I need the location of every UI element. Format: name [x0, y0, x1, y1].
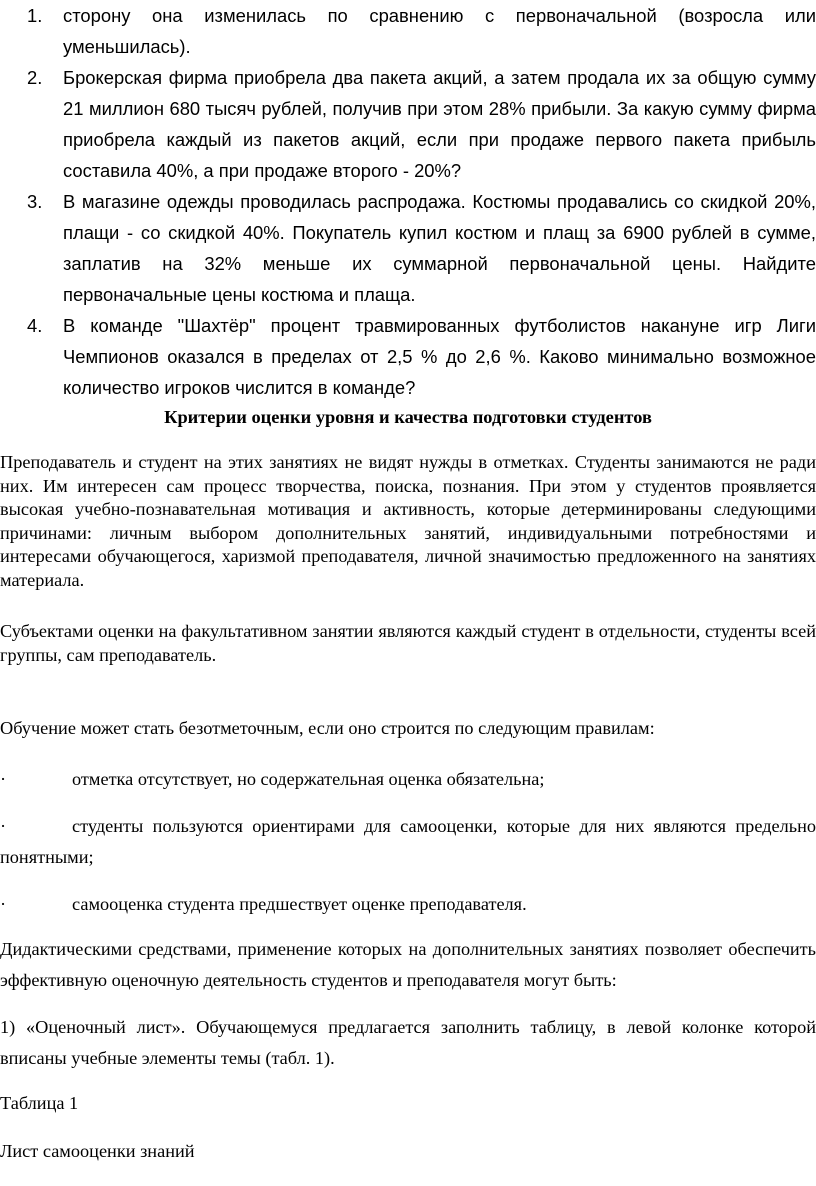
paragraph-didactic: Дидактическими средствами, применение которых на дополнительных занятиях позволяет обеспечить эффективную оценочную деятельность студентов и преподавателя могут быть: — [0, 939, 816, 990]
bullet-marker: · — [0, 894, 7, 914]
bullet-marker: · — [0, 816, 7, 836]
task-number: 3. — [27, 191, 43, 212]
paragraph-subjects: Субъектами оценки на факультативном занятии являются каждый студент в отдельности, студенты всей группы, сам преподаватель. — [0, 621, 816, 665]
rule-text: самооценка студента предшествует оценке преподавателя. — [72, 894, 527, 914]
rule-item — [0, 764, 816, 795]
paragraph-teacher-student: Преподаватель и студент на этих занятиях не видят нужды в отметках. Студенты занимаются не ради них. Им интересен сам процесс творчества, поиска, познания. При этом у студентов проявляется высокая учебно-познавательная мотивация и активность, которые детерминированы следующими причинами: личным выбором дополнительных занятий, индивидуальными потребностями и интересами обучающегося, харизмой преподавателя, личной значимостью предложенного на занятиях материала. — [0, 452, 816, 590]
paragraph-evaluation-sheet: 1) «Оценочный лист». Обучающемуся предлагается заполнить таблицу, в левой колонке которой вписаны учебные элементы темы (табл. 1). — [0, 1017, 816, 1068]
rule-text: студенты пользуются ориентирами для самооценки, которые для них являются предельно понятными; — [0, 816, 816, 867]
rule-item — [0, 889, 816, 920]
rule-text: отметка отсутствует, но содержательная оценка обязательна; — [72, 769, 545, 789]
paragraph-rules-intro: Обучение может стать безотметочным, если оно строится по следующим правилам: — [0, 718, 655, 738]
task-text: В команде "Шахтёр" процент травмированных футболистов накануне игр Лиги Чемпионов оказался в пределах от 2,5 % до 2,6 %. Каково минимально возможное количество игроков числится в команде? — [63, 315, 816, 398]
task-item — [0, 62, 816, 186]
rule-item — [0, 811, 816, 873]
task-number: 4. — [27, 315, 43, 336]
section-heading: Критерии оценки уровня и качества подготовки студентов — [164, 407, 652, 427]
task-list — [0, 0, 816, 403]
bullet-marker: · — [0, 769, 7, 789]
table-title: Лист самооценки знаний — [0, 1141, 195, 1161]
task-item — [0, 186, 816, 310]
task-text: сторону она изменилась по сравнению с первоначальной (возросла или уменьшилась). — [63, 5, 816, 57]
task-number: 1. — [27, 5, 43, 26]
table-label: Таблица 1 — [0, 1093, 79, 1113]
task-number: 2. — [27, 67, 43, 88]
task-item — [0, 310, 816, 403]
task-text: В магазине одежды проводилась распродажа. Костюмы продавались со скидкой 20%, плащи - со скидкой 40%. Покупатель купил костюм и плащ за 6900 рублей в сумме, заплатив на 32% меньше их суммарной первоначальной цены. Найдите первоначальные цены костюма и плаща. — [63, 191, 816, 305]
task-item — [0, 0, 816, 62]
task-text: Брокерская фирма приобрела два пакета акций, а затем продала их за общую сумму 21 миллион 680 тысяч рублей, получив при этом 28% прибыли. За какую сумму фирма приобрела каждый из пакетов акций, если при продаже первого пакета прибыль составила 40%, а при продаже второго - 20%? — [63, 67, 816, 181]
